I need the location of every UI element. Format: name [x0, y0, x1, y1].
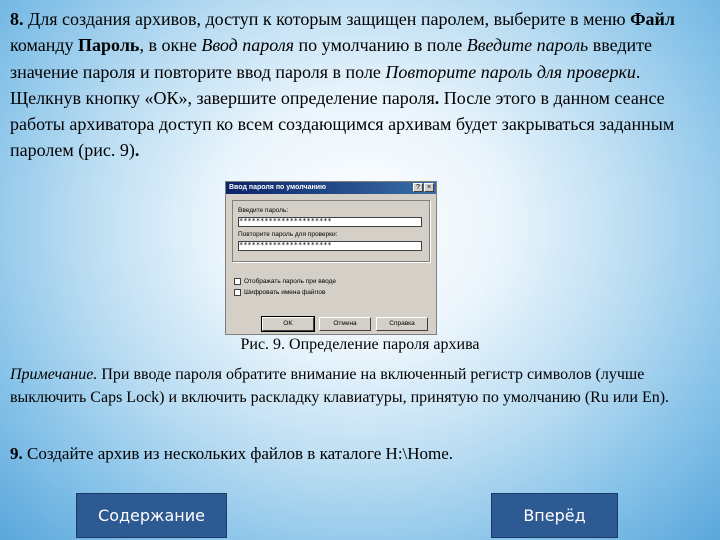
repeat-password-field[interactable]: **********************	[238, 241, 422, 251]
section-8-text: 8. Для создания архивов, доступ к которым защищен паролем, выберите в меню Файл команду Пароль, в окне Ввод пароля по умолчанию в поле Введите пароль введите значение пароля и повторите ввод пароля в поле Повторите пароль для проверки. Щелкнув кнопку «ОК», завершите определение пароля. После этого в данном сеансе работы архиватора доступ ко всем создающимся архивам будет закрываться заданным паролем (рис. 9).	[10, 9, 676, 161]
step-number: 8.	[10, 9, 24, 29]
section-9-text: 9. Создайте архив из нескольких файлов в каталоге H:\Home.	[10, 444, 454, 463]
checkbox-box[interactable]	[234, 289, 241, 296]
ok-button[interactable]: OK	[262, 317, 314, 331]
dialog-title: Ввод пароля по умолчанию	[229, 184, 326, 191]
password-dialog-screenshot	[225, 181, 437, 335]
cancel-button[interactable]: Отмена	[319, 317, 371, 331]
show-password-checkbox[interactable]: Отображать пароль при вводе	[234, 278, 336, 285]
dialog-titlebar	[226, 182, 436, 194]
close-icon[interactable]: ×	[424, 183, 434, 192]
menu-name: Файл	[630, 9, 676, 29]
next-button[interactable]: Вперёд	[491, 493, 618, 538]
encrypt-names-checkbox[interactable]: Шифровать имена файлов	[234, 289, 325, 296]
window-name: Ввод пароля	[201, 35, 295, 56]
repeat-password-label: Повторите пароль для проверки:	[238, 231, 338, 238]
enter-password-label: Введите пароль:	[238, 207, 289, 214]
note-label: Примечание.	[10, 366, 98, 383]
enter-password-field[interactable]: **********************	[238, 217, 422, 227]
help-icon[interactable]: ?	[413, 183, 423, 192]
command-name: Пароль	[78, 35, 140, 56]
field-name-1: Введите пароль	[466, 35, 589, 56]
field-name-2: Повторите пароль для проверки	[385, 61, 636, 82]
note-text: Примечание. При вводе пароля обратите внимание на включенный регистр символов (лучше выключить Caps Lock) и включить раскладку клавиатуры, принятую по умолчанию (Ru или En).	[10, 366, 670, 406]
help-button[interactable]: Справка	[376, 317, 428, 331]
checkbox-box[interactable]	[234, 278, 241, 285]
figure-caption: Рис. 9. Определение пароля архива	[240, 336, 480, 353]
step-number: 9.	[10, 444, 23, 463]
contents-button[interactable]: Содержание	[76, 493, 227, 538]
